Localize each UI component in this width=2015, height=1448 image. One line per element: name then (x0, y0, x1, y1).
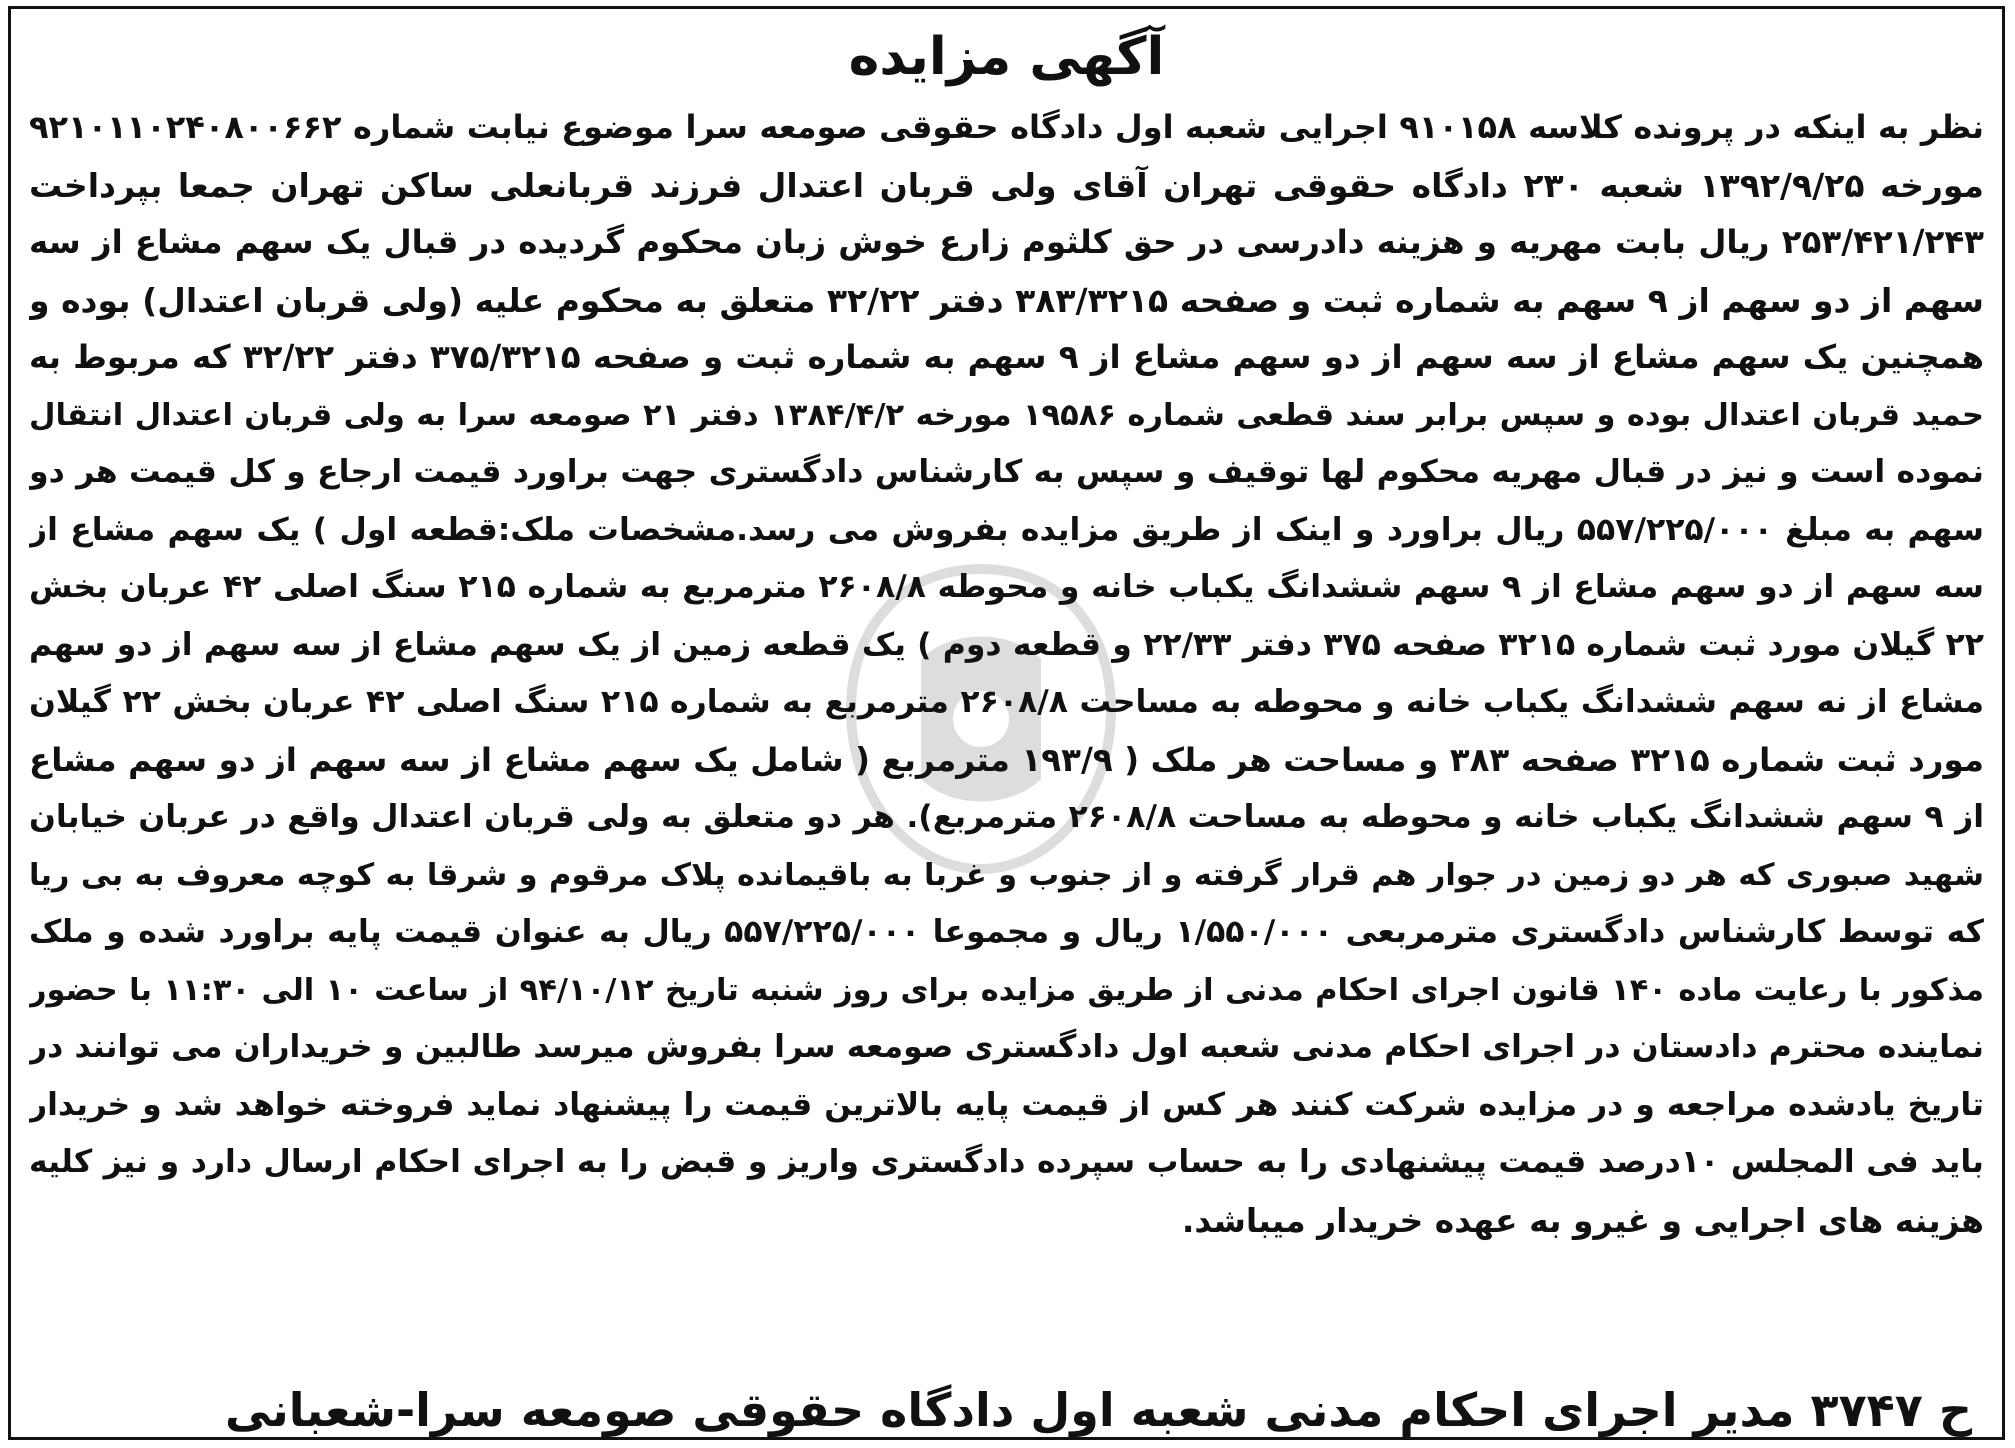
body-line: مورخه ۱۳۹۲/۹/۲۵ شعبه ۲۳۰ دادگاه حقوقی تهران آقای ولی قربان اعتدال فرزند قربانعلی ساکن تهران جمعا بپرداخت (29, 165, 1984, 205)
body-line: که توسط کارشناس دادگستری مترمربعی ۱/۵۵۰/۰۰۰ ریال و مجموعا ۵۵۷/۲۲۵/۰۰۰ ریال به عنوان قیمت پایه براورد شده و ملک (29, 914, 1984, 950)
body-line: هزینه های اجرایی و غیرو به عهده خریدار میباشد. (1181, 1200, 1984, 1240)
body-line: حمید قربان اعتدال بوده و سپس برابر سند قطعی شماره ۱۹۵۸۶ مورخه ۱۳۸۴/۴/۲ دفتر ۲۱ صومعه سرا به ولی قربان اعتدال انتقال (29, 397, 1984, 433)
body-line: ۲۵۳/۴۲۱/۲۴۳ ریال بابت مهریه و هزینه دادرسی در حق کلثوم زارع خوش زبان محکوم گردیده در قبال یک سهم مشاع از سه (29, 223, 1984, 261)
body-line: مشاع از نه سهم ششدانگ یکباب خانه و محوطه به مساحت ۲۶۰۸/۸ مترمربع به شماره ۲۱۵ سنگ اصلی ۴۲ عربان بخش ۲۲ گیلان (29, 684, 1984, 720)
notice-title: آگهی مزایده (848, 27, 1165, 87)
body-line: سه سهم از دو سهم مشاع از ۹ سهم ششدانگ یکباب خانه و محوطه ۲۶۰۸/۸ مترمربع به شماره ۲۱۵ سنگ اصلی ۴۲ عربان بخش (29, 569, 1984, 605)
body-line: مورد ثبت شماره ۳۲۱۵ صفحه ۳۸۳ و مساحت هر ملک ( ۱۹۳/۹ مترمربع ( شامل یک سهم مشاع از سه سهم از دو سهم مشاع (29, 740, 1984, 779)
notice-body (29, 99, 1984, 1249)
body-line: مذکور با رعایت ماده ۱۴۰ قانون اجرای احکام مدنی از طریق مزایده برای روز شنبه تاریخ ۹۴/۱۰/۱۲ از ساعت ۱۰ الی ۱۱:۳۰ با حضور (29, 972, 1984, 1008)
body-line: نموده است و نیز در قبال مهریه محکوم لها توقیف و سپس به کارشناس دادگستری جهت براورد قیمت ارجاع و کل قیمت هر دو (29, 454, 1984, 490)
body-line: نماینده محترم دادستان در اجرای احکام مدنی شعبه اول دادگستری صومعه سرا بفروش میرسد طالبین و خریداران می توانند در (29, 1029, 1984, 1065)
body-line: تاریخ یادشده مراجعه و در مزایده شرکت کنند هر کس از قیمت پایه بالاترین قیمت را پیشنهاد نماید فروخته خواهد شد و خریدار (29, 1086, 1984, 1123)
body-line: سهم از دو سهم از ۹ سهم به شماره ثبت و صفحه ۳۸۳/۳۲۱۵ دفتر ۳۲/۲۲ متعلق به محکوم علیه (ولی قربان اعتدال) بوده و (29, 280, 1984, 320)
body-line: باید فی المجلس ۱۰درصد قیمت پیشنهادی را به حساب سپرده دادگستری واریز و قبض را به اجرای احکام ارسال دارد و نیز کلیه (29, 1144, 1984, 1180)
body-line: همچنین یک سهم مشاع از سه سهم از دو سهم مشاع از ۹ سهم به شماره ثبت و صفحه ۳۷۵/۳۲۱۵ دفتر ۳۲/۲۲ که مربوط به (29, 338, 1984, 376)
body-line: شهید صبوری که هر دو زمین در جوار هم قرار گرفته و از جنوب و غربا به باقیمانده پلاک مرقوم و شرقا به کوچه معروف به بی ریا (29, 857, 1984, 893)
body-line: از ۹ سهم ششدانگ یکباب خانه و محوطه به مساحت ۲۶۰۸/۸ مترمربع). هر دو متعلق به ولی قربان اعتدال واقع در عربان خیابان (29, 799, 1984, 835)
body-line: سهم به مبلغ ۵۵۷/۲۲۵/۰۰۰ ریال براورد و اینک از طریق مزایده بفروش می رسد.مشخصات ملک:قطعه اول ) یک سهم مشاع از (29, 511, 1984, 548)
body-line: ۲۲ گیلان مورد ثبت شماره ۳۲۱۵ صفحه ۳۷۵ دفتر ۲۲/۳۳ و قطعه دوم ) یک قطعه زمین از یک سهم مشاع از سه سهم از دو سهم (29, 626, 1984, 663)
body-line: نظر به اینکه در پرونده کلاسه ۹۱۰۱۵۸ اجرایی شعبه اول دادگاه حقوقی صومعه سرا موضوع نیابت شماره ۹۲۱۰۱۱۰۲۴۰۸۰۰۶۶۲ (29, 108, 1984, 146)
notice-signature: ح ۳۷۴۷ مدیر اجرای احکام مدنی شعبه اول دادگاه حقوقی صومعه سرا-شعبانی (224, 1383, 1972, 1437)
notice-frame (8, 6, 2005, 1440)
